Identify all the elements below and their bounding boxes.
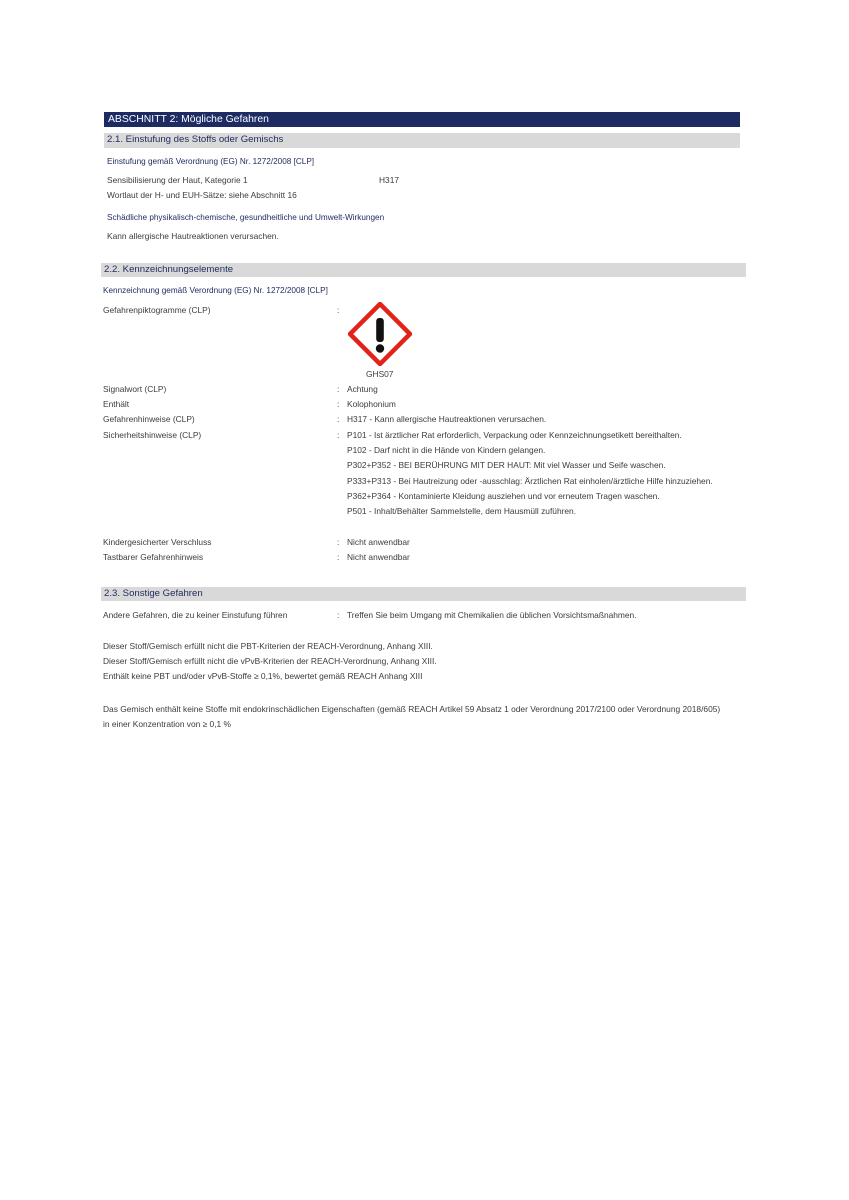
endocrine-disruptor-statement: Das Gemisch enthält keine Stoffe mit endokrinschädlichen Eigenschaften (gemäß REACH Artikel 59 Absatz 1 oder Verordnung 2017/2100 oder Verordnung 2018/605) in einer Konzentration von ≥ 0,1 %: [103, 704, 721, 729]
hazard-statements-colon: :: [337, 414, 340, 424]
precautionary-statement-p302-p352: P302+P352 - BEI BERÜHRUNG MIT DER HAUT: Mit viel Wasser und Seife waschen.: [347, 460, 666, 470]
other-hazards-label: Andere Gefahren, die zu keiner Einstufung führen: [103, 610, 288, 620]
contains-label: Enthält: [103, 399, 130, 409]
contains-value: Kolophonium: [347, 399, 396, 409]
pictogram-code: GHS07: [366, 369, 394, 379]
precautionary-statements-label: Sicherheitshinweise (CLP): [103, 430, 202, 440]
pbt-vpvb-substances-statement: Enthält keine PBT und/oder vPvB-Stoffe ≥ 0,1%, bewertet gemäß REACH Anhang XIII: [103, 671, 423, 681]
ghs07-exclamation-icon: [348, 302, 412, 366]
section-title: ABSCHNITT 2: Mögliche Gefahren: [104, 112, 740, 127]
classification-label: Sensibilisierung der Haut, Kategorie 1: [107, 175, 248, 185]
vpvb-statement: Dieser Stoff/Gemisch erfüllt nicht die vPvB-Kriterien der REACH-Verordnung, Anhang XIII.: [103, 656, 437, 666]
labelling-heading: Kennzeichnung gemäß Verordnung (EG) Nr. 1272/2008 [CLP]: [103, 286, 328, 295]
precautionary-statement-p333-p313: P333+P313 - Bei Hautreizung oder -ausschlag: Ärztlichen Rat einholen/ärztliche Hilfe hinzuziehen.: [347, 476, 713, 486]
clp-classification-heading: Einstufung gemäß Verordnung (EG) Nr. 1272/2008 [CLP]: [107, 157, 315, 166]
wording-note: Wortlaut der H- und EUH-Sätze: siehe Abschnitt 16: [107, 190, 297, 200]
section-2-1-heading: 2.1. Einstufung des Stoffs oder Gemischs: [104, 133, 740, 148]
precautionary-statement-p102: P102 - Darf nicht in die Hände von Kindern gelangen.: [347, 445, 546, 455]
section-2-2-heading: 2.2. Kennzeichnungselemente: [101, 263, 746, 277]
tactile-warning-value: Nicht anwendbar: [347, 552, 410, 562]
pictogram-colon: :: [337, 305, 340, 315]
other-hazards-value: Treffen Sie beim Umgang mit Chemikalien die üblichen Vorsichtsmaßnahmen.: [347, 610, 637, 620]
child-resistant-label: Kindergesicherter Verschluss: [103, 537, 212, 547]
precautionary-statement-p501: P501 - Inhalt/Behälter Sammelstelle, dem Hausmüll zuführen.: [347, 506, 577, 516]
child-resistant-value: Nicht anwendbar: [347, 537, 410, 547]
pictogram-label: Gefahrenpiktogramme (CLP): [103, 305, 211, 315]
precautionary-statement-p362-p364: P362+P364 - Kontaminierte Kleidung ausziehen und vor erneutem Tragen waschen.: [347, 491, 660, 501]
contains-colon: :: [337, 399, 340, 409]
hazard-statements-label: Gefahrenhinweise (CLP): [103, 414, 195, 424]
signal-word-label: Signalwort (CLP): [103, 384, 167, 394]
child-resistant-colon: :: [337, 537, 340, 547]
hazard-statement-value: H317 - Kann allergische Hautreaktionen verursachen.: [347, 414, 547, 424]
precautionary-statements-colon: :: [337, 430, 340, 440]
classification-code: H317: [379, 175, 400, 185]
precautionary-statement-p101: P101 - Ist ärztlicher Rat erforderlich, Verpackung oder Kennzeichnungsetikett bereithalten.: [347, 430, 682, 440]
effects-heading: Schädliche physikalisch-chemische, gesundheitliche und Umwelt-Wirkungen: [107, 213, 385, 222]
effects-text: Kann allergische Hautreaktionen verursachen.: [107, 231, 279, 241]
section-2-3-heading: 2.3. Sonstige Gefahren: [101, 587, 746, 601]
signal-word-value: Achtung: [347, 384, 378, 394]
tactile-warning-colon: :: [337, 552, 340, 562]
pbt-statement: Dieser Stoff/Gemisch erfüllt nicht die PBT-Kriterien der REACH-Verordnung, Anhang XIII.: [103, 641, 433, 651]
signal-word-colon: :: [337, 384, 340, 394]
other-hazards-colon: :: [337, 610, 340, 620]
tactile-warning-label: Tastbarer Gefahrenhinweis: [103, 552, 204, 562]
